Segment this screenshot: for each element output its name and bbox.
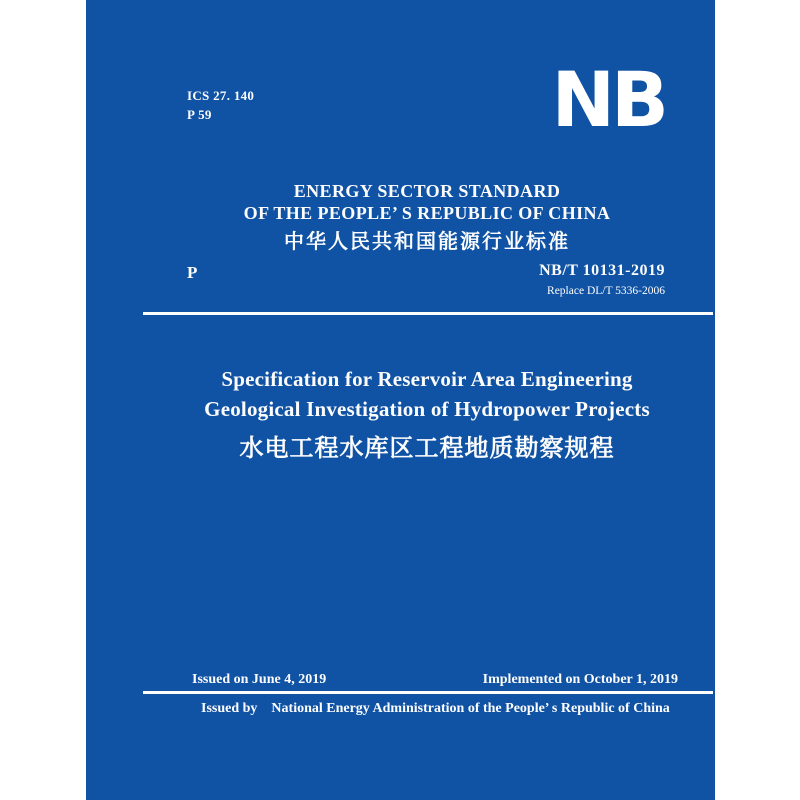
implemented-date: Implemented on October 1, 2019 bbox=[482, 672, 678, 687]
standard-header bbox=[142, 180, 712, 255]
issued-by-value: National Energy Administration of the People’ s Republic of China bbox=[271, 701, 670, 716]
p-classification-code: P 59 bbox=[187, 107, 212, 122]
title-line1-en: Specification for Reservoir Area Engineering bbox=[221, 367, 633, 391]
standard-number-block bbox=[539, 261, 665, 297]
header-line1-en: ENERGY SECTOR STANDARD bbox=[293, 181, 561, 201]
classification-codes bbox=[187, 86, 254, 124]
issued-by-label: Issued by bbox=[201, 701, 258, 716]
header-line2-en: OF THE PEOPLE’ S REPUBLIC OF CHINA bbox=[243, 203, 611, 223]
ics-code: ICS 27. 140 bbox=[187, 88, 255, 103]
divider-line-bottom bbox=[143, 691, 713, 694]
title-line-cn: 水电工程水库区工程地质勘察规程 bbox=[239, 436, 615, 462]
standard-title bbox=[142, 364, 712, 465]
standard-number: NB/T 10131-2019 bbox=[539, 262, 665, 279]
issued-date: Issued on June 4, 2019 bbox=[192, 672, 327, 687]
replaces-note: Replace DL/T 5336-2006 bbox=[547, 285, 665, 297]
title-line2-en: Geological Investigation of Hydropower Projects bbox=[204, 397, 650, 421]
header-line-cn: 中华人民共和国能源行业标准 bbox=[284, 231, 570, 253]
divider-line-top bbox=[143, 312, 713, 315]
doc-class-letter: P bbox=[187, 263, 198, 282]
cover-blue-area bbox=[86, 0, 715, 800]
nb-logo: NB bbox=[551, 55, 665, 144]
issued-by-row bbox=[201, 701, 670, 717]
